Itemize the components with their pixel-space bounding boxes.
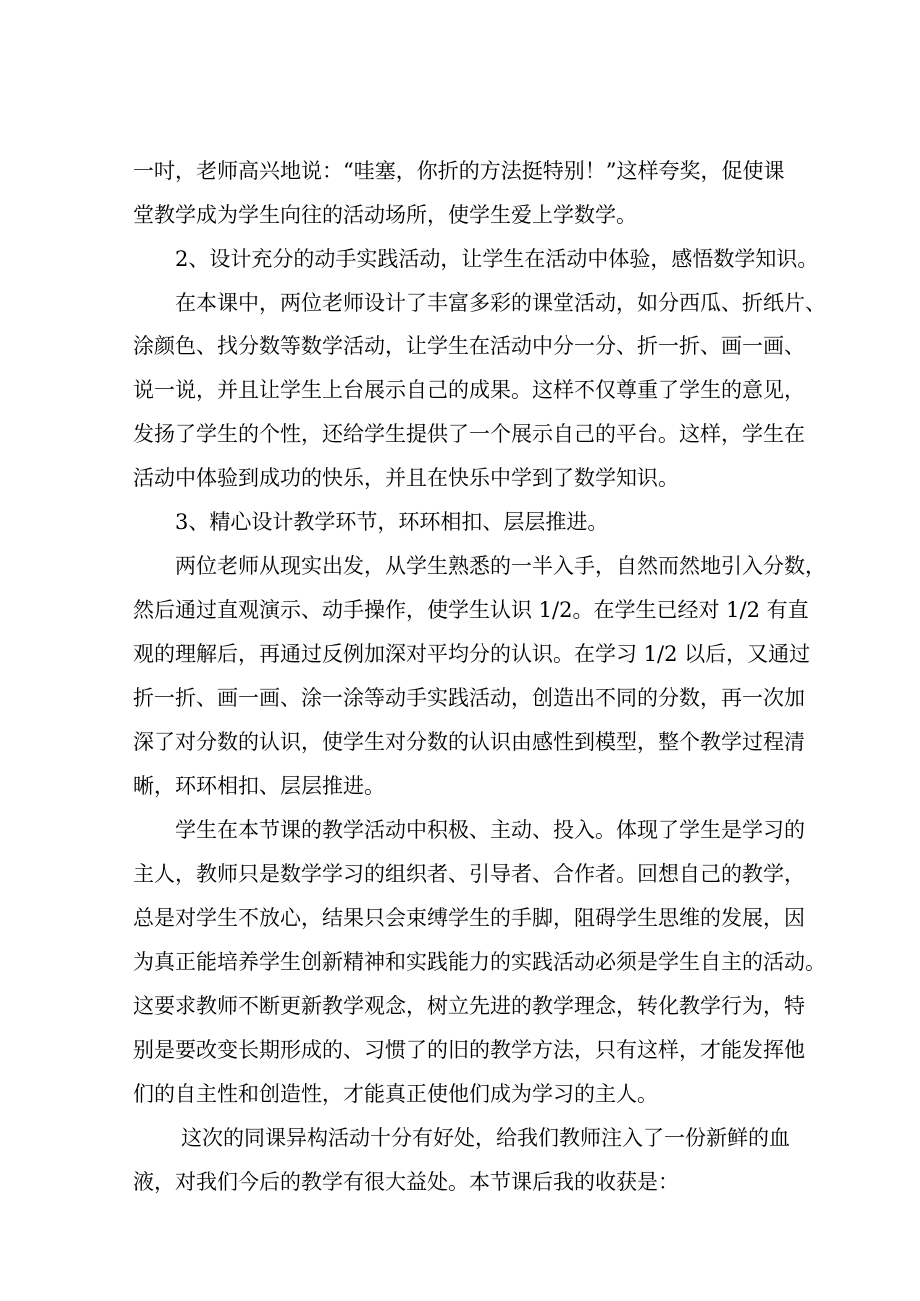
text-line: 活动中体验到成功的快乐，并且在快乐中学到了数学知识。 — [133, 466, 679, 490]
text-line: 折一折、画一画、涂一涂等动手实践活动，创造出不同的分数，再一次加 — [133, 686, 805, 710]
text-line: 总是对学生不放心，结果只会束缚学生的手脚，阻碍学生思维的发展，因 — [133, 906, 805, 930]
text-line: 晰，环环相扣、层层推进。 — [133, 774, 385, 798]
text-line: 深了对分数的认识，使学生对分数的认识由感性到模型，整个教学过程清 — [133, 730, 805, 754]
text-line: 液，对我们今后的教学有很大益处。本节课后我的收获是： — [133, 1170, 679, 1194]
text-line: 别是要改变长期形成的、习惯了的旧的教学方法，只有这样，才能发挥他 — [133, 1038, 805, 1062]
text-line: 观的理解后，再通过反例加深对平均分的认识。在学习 1/2 以后，又通过 — [133, 642, 811, 666]
text-line: 两位老师从现实出发，从学生熟悉的一半入手，自然而然地引入分数， — [175, 554, 826, 578]
text-line: 然后通过直观演示、动手操作，使学生认识 1/2。在学生已经对 1/2 有直 — [133, 598, 809, 622]
text-line: 在本课中，两位老师设计了丰富多彩的课堂活动，如分西瓜、折纸片、 — [175, 291, 826, 315]
section-heading: 3、精心设计教学环节，环环相扣、层层推进。 — [175, 510, 609, 534]
text-line: 这次的同课异构活动十分有好处，给我们教师注入了一份新鲜的血 — [181, 1126, 790, 1150]
text-line: 堂教学成为学生向往的活动场所，使学生爱上学数学。 — [133, 203, 637, 227]
text-line: 学生在本节课的教学活动中积极、主动、投入。体现了学生是学习的 — [175, 818, 805, 842]
text-line: 说一说，并且让学生上台展示自己的成果。这样不仅尊重了学生的意见， — [133, 378, 805, 402]
text-line: 主人，教师只是数学学习的组织者、引导者、合作者。回想自己的教学， — [133, 862, 805, 886]
text-line: 一吋，老师高兴地说：“哇塞，你折的方法挺特别！”这样夸奖，促使课 — [133, 159, 785, 183]
text-line: 这要求教师不断更新教学观念，树立先进的教学理念，转化教学行为，特 — [133, 994, 805, 1018]
text-line: 们的自主性和创造性，才能真正使他们成为学习的主人。 — [133, 1082, 658, 1106]
text-line: 发扬了学生的个性，还给学生提供了一个展示自己的平台。这样，学生在 — [133, 422, 805, 446]
section-heading: 2、设计充分的动手实践活动，让学生在活动中体验，感悟数学知识。 — [175, 247, 819, 271]
text-line: 涂颜色、找分数等数学活动，让学生在活动中分一分、折一折、画一画、 — [133, 334, 805, 358]
text-line: 为真正能培养学生创新精神和实践能力的实践活动必须是学生自主的活动。 — [133, 950, 826, 974]
